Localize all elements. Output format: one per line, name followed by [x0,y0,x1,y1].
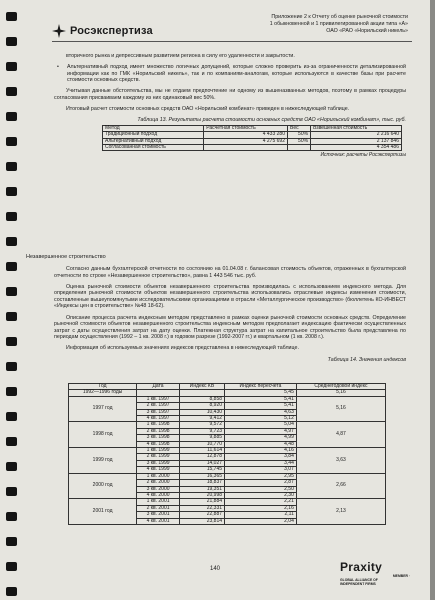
column-header: Индекс пересчета [225,384,297,390]
table-cell: 2 кв. 1999 [137,454,180,460]
binder-ring [6,12,17,21]
table-cell: 3 кв. 2001 [137,512,180,518]
paragraph: Итоговый расчет стоимости основных средств ОАО «Норильский комбинат» приведен в нижеследующей таблице. [66,106,350,113]
binder-ring [6,362,17,371]
binder-ring [6,237,17,246]
header-line: 1 обыкновенной и 1 привилегированной акции типа «А» [269,21,408,27]
table-cell: 4,99 [225,435,297,441]
binder-ring [6,187,17,196]
table-cell: 50% [287,138,310,144]
praxity-logo [340,560,410,586]
table-13 [102,125,402,152]
table-cell: 9,412 [179,416,224,422]
table-cell: 16,365 [179,473,224,479]
table-cell: 22,887 [179,512,224,518]
paragraph: Информация об используемых значениях индексов представлена в нижеследующей таблице. [66,345,299,352]
table-cell: 3 кв. 1997 [137,409,180,415]
table-cell: 4 354 486 [311,144,402,150]
table-cell: 4 кв. 1998 [137,441,180,447]
praxity-subline: GLOBAL ALLIANCE OF [340,578,378,582]
binder-ring [6,512,17,521]
annual-index-cell: 5,16 [296,396,385,422]
table-cell: 2,21 [225,499,297,505]
column-header: Вес [287,125,310,131]
binder-ring [6,462,17,471]
table-cell: 2,30 [225,492,297,498]
table-cell: 19,351 [179,486,224,492]
table-cell: 2,11 [225,512,297,518]
header-document-title [198,14,408,35]
table-cell: 4 275 692 [204,138,288,144]
table-cell: 4 кв. 2000 [137,492,180,498]
column-header: Дата [137,384,180,390]
table-cell: 15,745 [179,467,224,473]
table-cell: 1 кв. 1999 [137,448,180,454]
table-cell: 11,614 [179,448,224,454]
table-cell: 3,44 [225,460,297,466]
binder-ring [6,112,17,121]
paragraph: Учитывая данные обстоятельства, мы не отдаем предпочтение ни одному из вышеназванных методов, поэтому в рамках процедуры согласования присваиваем каждому из них одинаковый вес 50%. [54,88,406,101]
binder-ring [6,387,17,396]
column-header: Метод [103,125,204,131]
table-13-caption: Таблица 13. Результаты расчета стоимости основных средств ОАО «Норильский комбинат», тыс. руб. [137,117,406,124]
table-cell: 4,97 [225,428,297,434]
body-text-section-2 [54,266,406,365]
annual-index-cell: 2,13 [296,499,385,525]
year-cell: 2000 год [69,473,137,499]
annual-index-cell: 4,87 [296,422,385,448]
page-number: 140 [209,566,220,572]
table-cell [204,144,288,150]
table-cell: 2 кв. 2000 [137,480,180,486]
column-header: Расчетная стоимость [204,125,288,131]
binder-ring [6,587,17,596]
binder-ring [6,137,17,146]
star-logo-icon [52,24,66,38]
table-cell: 23,814 [179,518,224,524]
column-header: Взвешенная стоимость [311,125,402,131]
company-logo [52,24,153,38]
table-cell: Альтернативный подход [103,138,204,144]
table-cell: 2,95 [225,473,297,479]
paragraph: Согласно данным бухгалтерской отчетности по состоянию на 01.04.08 г. балансовая стоимость объектов, отраженных в бухгалтерской отчетности по строке «Незавершенное строительство», равна 1 443 546 тыс. руб. [54,266,406,279]
table-cell: 4 433 280 [204,132,288,138]
table-cell: 10,770 [179,441,224,447]
table-cell: 8,920 [179,403,224,409]
table-cell: 5,41 [225,396,297,402]
binder-ring [6,537,17,546]
table-cell: 2,16 [225,505,297,511]
table-cell: 2,87 [225,480,297,486]
table-cell: 18,837 [179,480,224,486]
table-cell: 4,63 [225,409,297,415]
table-cell: 1 кв. 1997 [137,396,180,402]
column-header: Индекс КВ [179,384,224,390]
section-heading: Незавершенное строительство [26,254,106,260]
table-cell: 20,998 [179,492,224,498]
table-cell: 5,41 [225,403,297,409]
table-cell: 21,884 [179,499,224,505]
paragraph: Описание процесса расчета индексным методом представлено в рамках оценки рыночной стоимости основных средств. Определение рыночной стоимости объектов незавершенного строительства индексным методом предполагает индексацию фактически осуществленных затрат с даты осуществления затрат на дату оценки. Платежная структура затрат на капитальное строительство была представлена по периодам осуществления (1992 – 1 кв. 2008 г.) в годовом разрезе (1992-2007 гг.) и квартальном (1 кв. 2008 г.). [54,314,406,341]
table-cell: 5,04 [225,422,297,428]
table-cell: 8,858 [179,396,224,402]
binder-ring [6,437,17,446]
logo-text: Росэкспертиза [70,25,153,37]
year-cell: 1998 год [69,422,137,448]
binder-ring [6,212,17,221]
table-cell: 2 216 640 [311,132,402,138]
table-13-source: Источник: расчеты Росэкспертизы [320,152,406,159]
table-cell: 1 кв. 1998 [137,422,180,428]
table-cell: 9,723 [179,428,224,434]
table-cell: 2,04 [225,518,297,524]
table-cell: 3 кв. 1999 [137,460,180,466]
binder-ring [6,37,17,46]
table-cell: 4 кв. 2001 [137,518,180,524]
binder-ring [6,337,17,346]
table-cell: 2 кв. 2001 [137,505,180,511]
year-cell: 1999 год [69,448,137,474]
table-cell: 9,885 [179,435,224,441]
year-cell: 2001 год [69,499,137,525]
table-cell: 3,07 [225,467,297,473]
table-cell: 5,12 [225,416,297,422]
paragraph: Оценка рыночной стоимости объектов незавершенного строительства производилась с использованием индексного метода. Для определения рыночной стоимости объектов незавершенного строительства использовались отраслевые индексы изменения стоимости, составленные вышеупомянутыми исследовательскими организациями в отрасли «Металлургическое производство» (бюллетень КО-ИНВЕСТ «Индексы цен в строительстве» №48 18-62). [54,283,406,310]
table-14 [68,383,386,525]
table-cell: 5,16 [296,390,385,396]
annual-index-cell: 2,66 [296,473,385,499]
binder-ring [6,162,17,171]
table-cell: 4,16 [225,448,297,454]
table-cell: 2 137 846 [311,138,402,144]
table-cell: 14,027 [179,460,224,466]
binder-ring [6,287,17,296]
table-cell: 2 кв. 1998 [137,428,180,434]
table-cell: 2,50 [225,486,297,492]
header-divider [52,41,412,42]
praxity-tagline: MEMBER · [392,574,410,578]
table-cell: 10,430 [179,409,224,415]
binder-ring [6,87,17,96]
table-cell: 50% [287,132,310,138]
table-cell: 1992—1996 годы [69,390,137,396]
body-text [54,53,406,164]
annual-index-cell: 3,63 [296,448,385,474]
binder-ring [6,312,17,321]
column-header: Год [69,384,137,390]
table-cell: Традиционный подход [103,132,204,138]
table-cell: 3 кв. 1998 [137,435,180,441]
table-cell [287,144,310,150]
praxity-name: Praxity [340,560,383,574]
table-14-caption: Таблица 14. Значения индексов [327,356,406,363]
year-cell: 1997 год [69,396,137,422]
bullet-paragraph: • Альтернативный подход имеет множество логичных допущений, которые сложно проверить из-за ограниченности детализированной информации как по ГМК «Норильский никель», так и по компаниям-аналогам, которые используются в качестве базы при расчете стоимости основных средств. [54,64,406,84]
header-line: Приложение 2 к Отчету об оценке рыночной стоимости [271,14,408,20]
paragraph: вторичного рынка и депрессивным развитием региона в силу его удаленности и закрытости. [66,53,295,59]
binder-ring [6,62,17,71]
table-cell: 5,45 [225,390,297,396]
binder-ring [6,412,17,421]
table-cell: 12,878 [179,454,224,460]
header-line: ОАО «РАО «Норильский никель» [326,28,408,34]
table-cell: 3 кв. 2000 [137,486,180,492]
table-cell: 2 кв. 1997 [137,403,180,409]
table-row [103,144,402,150]
table-cell: 3,84 [225,454,297,460]
column-header: Среднегодовой индекс [296,384,385,390]
binder-ring [6,487,17,496]
table-cell: Согласованная стоимость [103,144,204,150]
table-cell: 22,331 [179,505,224,511]
table-cell: 4 кв. 1997 [137,416,180,422]
table-cell: 4 кв. 1999 [137,467,180,473]
table-cell: 4,48 [225,441,297,447]
binder-rings [6,0,20,600]
table-cell: 1 кв. 2001 [137,499,180,505]
binder-ring [6,262,17,271]
table-cell: 9,572 [179,422,224,428]
table-cell: 1 кв. 2000 [137,473,180,479]
praxity-subline: INDEPENDENT FIRMS [340,582,376,586]
